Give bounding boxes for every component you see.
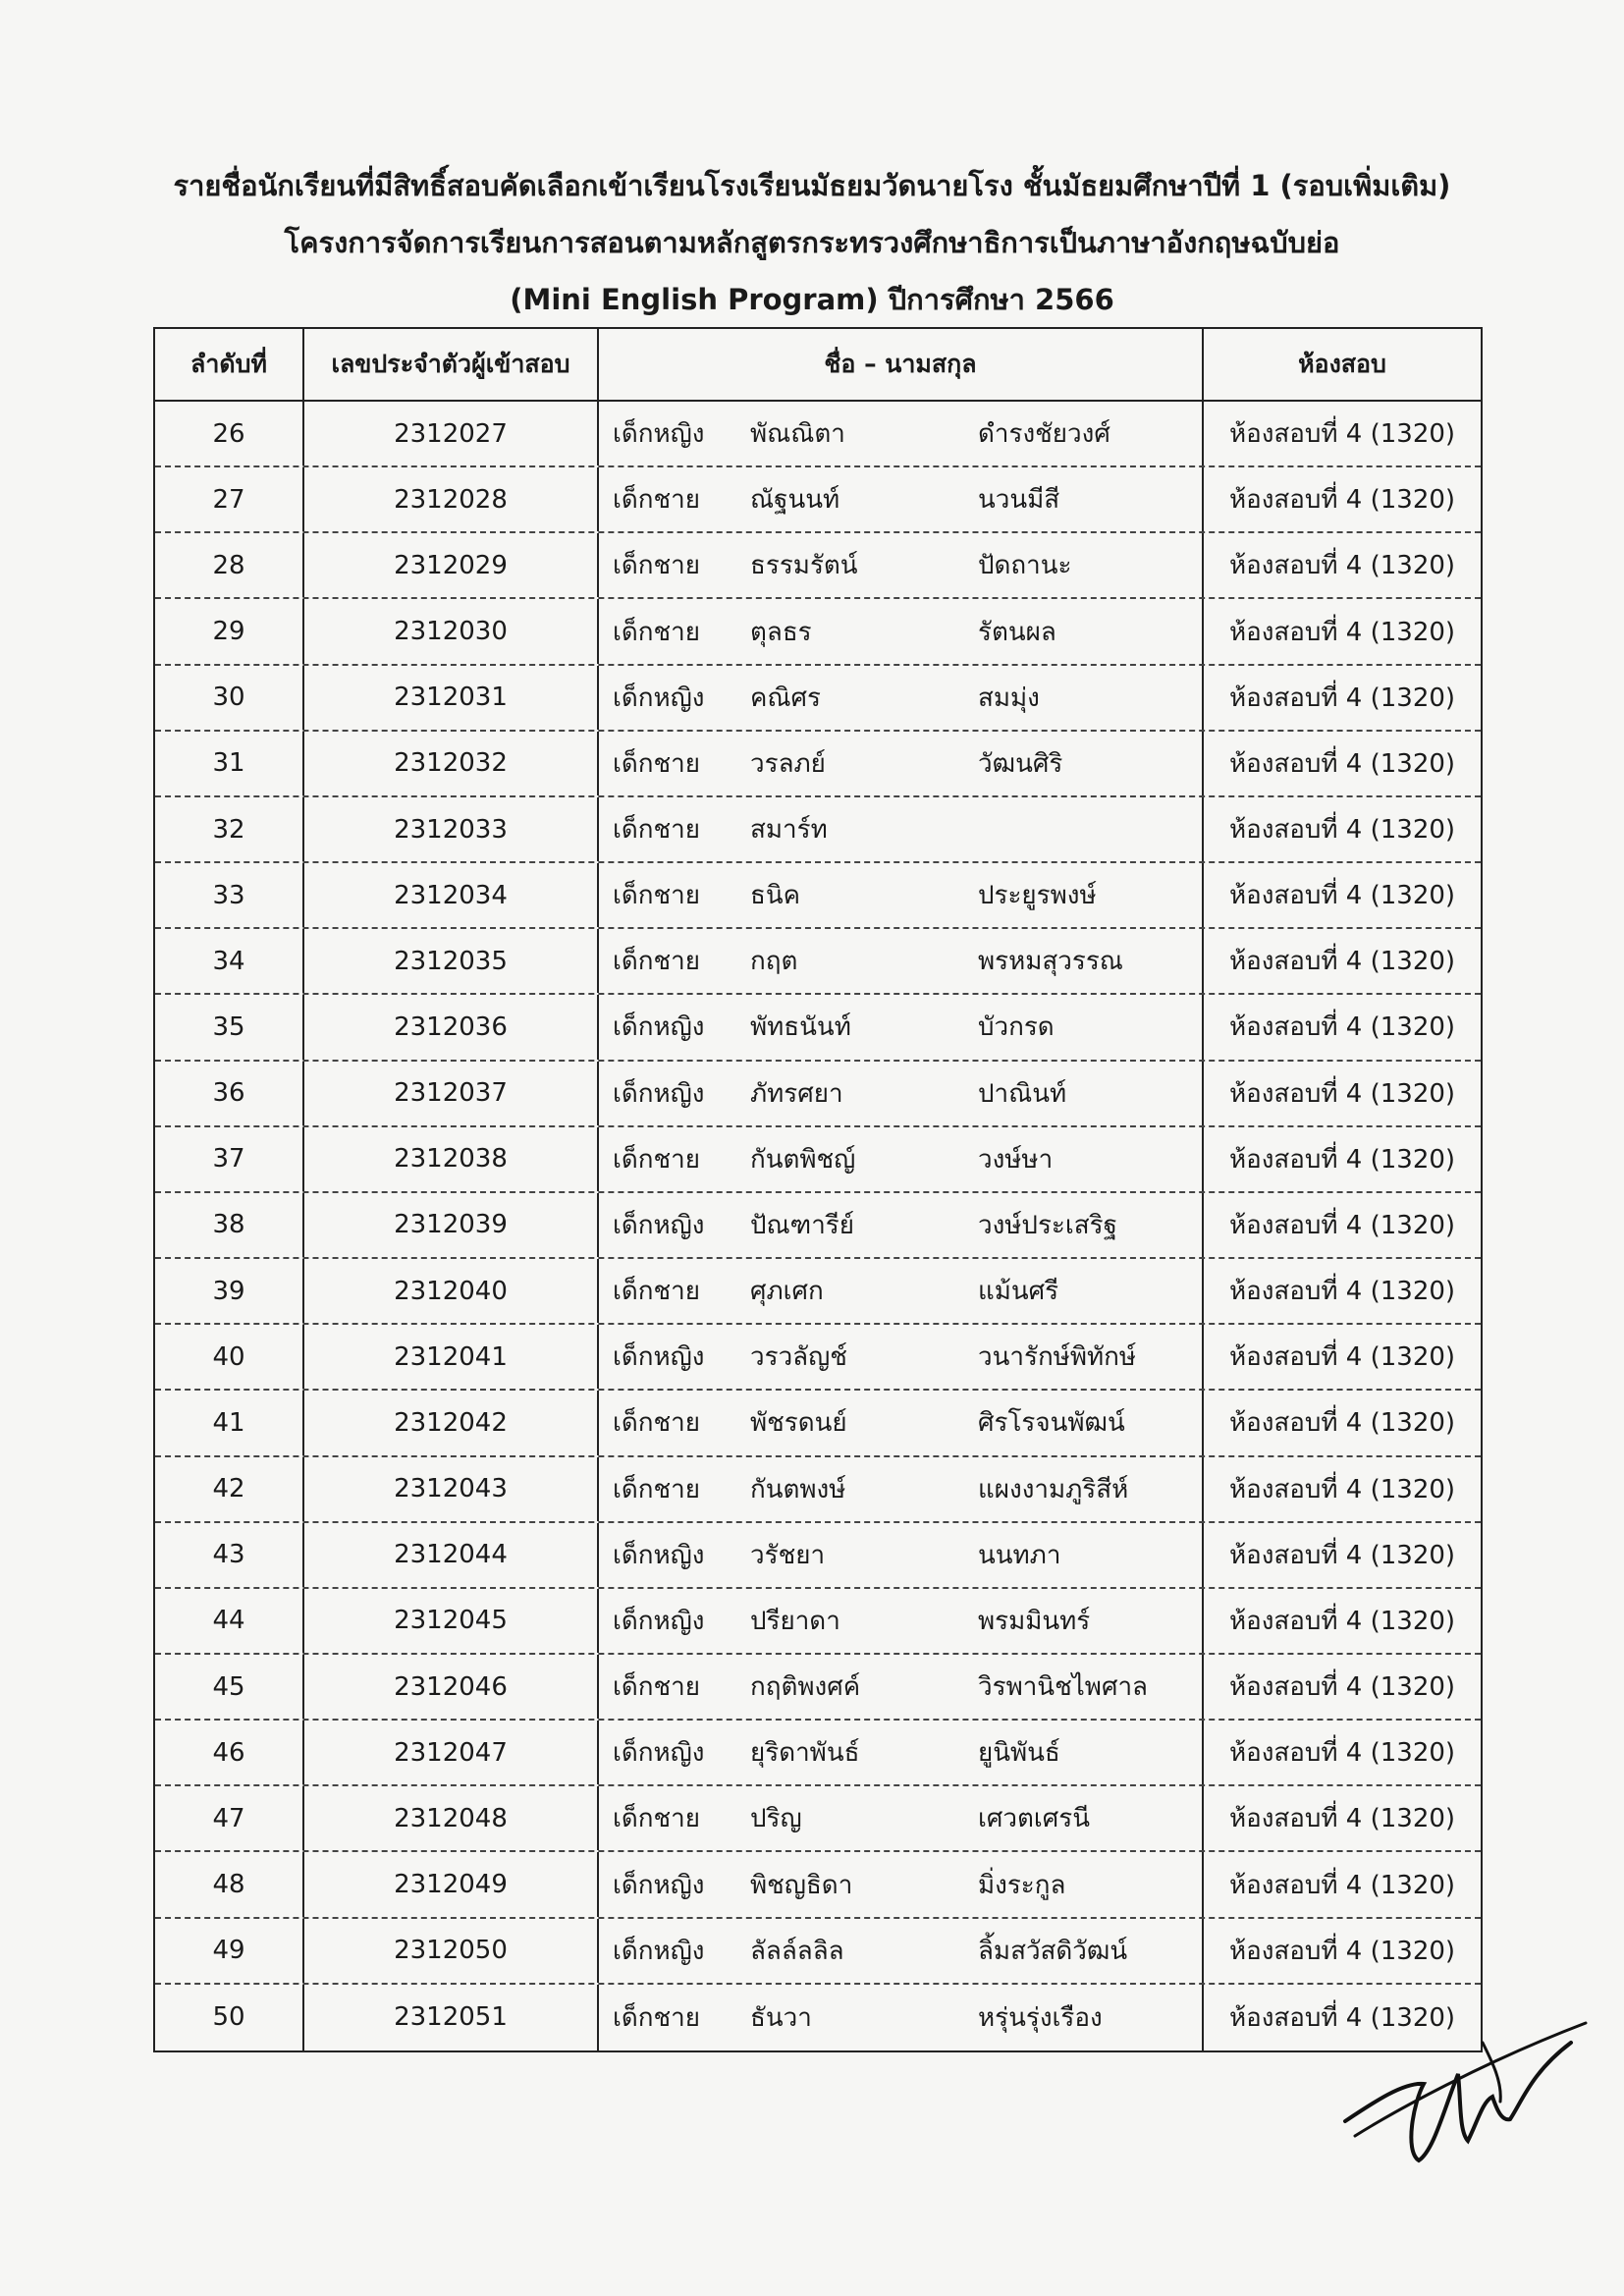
exam-room: ห้องสอบที่ 4 (1320): [1228, 947, 1456, 977]
first-name: สมาร์ท: [750, 815, 828, 846]
exam-id: 2312032: [304, 732, 599, 795]
row-number: 42: [155, 1457, 304, 1521]
first-name: กฤต: [750, 947, 798, 977]
exam-id: 2312049: [304, 1852, 599, 1916]
student-name: [599, 1589, 1204, 1653]
exam-id: 2312037: [304, 1062, 599, 1125]
exam-room: ห้องสอบที่ 4 (1320): [1228, 1012, 1456, 1043]
table-row: [155, 1655, 1481, 1721]
table-row: [155, 467, 1481, 533]
name-title: เด็กชาย: [613, 1277, 700, 1307]
last-name: รัตนผล: [978, 617, 1056, 647]
student-name: [599, 863, 1204, 927]
name-title: เด็กชาย: [613, 1408, 700, 1439]
table-row: [155, 929, 1481, 995]
last-name: พรหมสุวรรณ: [978, 947, 1123, 977]
exam-room: ห้องสอบที่ 4 (1320): [1228, 683, 1456, 713]
row-number: 47: [155, 1786, 304, 1850]
name-title: เด็กชาย: [613, 2002, 700, 2033]
table-row: [155, 797, 1481, 863]
row-number: 45: [155, 1655, 304, 1719]
student-name: [599, 732, 1204, 795]
exam-room: ห้องสอบที่ 4 (1320): [1228, 1606, 1456, 1636]
student-name: [599, 1259, 1204, 1323]
student-name: [599, 1391, 1204, 1454]
exam-id: 2312030: [304, 599, 599, 663]
name-title: เด็กชาย: [613, 881, 700, 911]
first-name: คณิศร: [750, 683, 821, 713]
student-name: [599, 1655, 1204, 1719]
last-name: นวนมีสี: [978, 485, 1060, 516]
first-name: วรลภย์: [750, 748, 826, 779]
exam-id: 2312043: [304, 1457, 599, 1521]
student-name: [599, 1127, 1204, 1191]
exam-id: 2312036: [304, 995, 599, 1059]
exam-id: 2312033: [304, 797, 599, 861]
exam-room: ห้องสอบที่ 4 (1320): [1228, 1210, 1456, 1240]
exam-id: 2312051: [304, 1985, 599, 2050]
first-name: วรวลัญช์: [750, 1342, 847, 1373]
first-name: ปริญ: [750, 1804, 802, 1834]
name-title: เด็กชาย: [613, 617, 700, 647]
exam-id: 2312048: [304, 1786, 599, 1850]
exam-id: 2312034: [304, 863, 599, 927]
row-number: 36: [155, 1062, 304, 1125]
table-row: [155, 1193, 1481, 1259]
row-number: 32: [155, 797, 304, 861]
row-number: 44: [155, 1589, 304, 1653]
exam-id: 2312046: [304, 1655, 599, 1719]
exam-id: 2312040: [304, 1259, 599, 1323]
name-title: เด็กหญิง: [613, 1078, 705, 1109]
exam-id: 2312039: [304, 1193, 599, 1257]
row-number: 46: [155, 1721, 304, 1784]
name-title: เด็กชาย: [613, 1474, 700, 1504]
exam-id: 2312047: [304, 1721, 599, 1784]
row-number: 48: [155, 1852, 304, 1916]
exam-id: 2312029: [304, 533, 599, 597]
first-name: พัณณิตา: [750, 419, 845, 450]
table-row: [155, 1391, 1481, 1456]
first-name: พิชญธิดา: [750, 1870, 853, 1900]
last-name: นนทภา: [978, 1540, 1061, 1570]
row-number: 27: [155, 467, 304, 531]
last-name: บัวกรด: [978, 1012, 1055, 1043]
name-title: เด็กชาย: [613, 551, 700, 581]
last-name: ปัดถานะ: [978, 551, 1072, 581]
table-row: [155, 533, 1481, 599]
row-number: 37: [155, 1127, 304, 1191]
last-name: แม้นศรี: [978, 1277, 1059, 1307]
exam-id: 2312045: [304, 1589, 599, 1653]
last-name: มิ่งระกูล: [978, 1870, 1066, 1900]
name-title: เด็กชาย: [613, 1144, 700, 1175]
row-number: 50: [155, 1985, 304, 2050]
exam-room: ห้องสอบที่ 4 (1320): [1228, 1672, 1456, 1703]
table-row: [155, 1985, 1481, 2050]
first-name: พัทธนันท์: [750, 1012, 851, 1043]
table-row: [155, 1721, 1481, 1786]
table-header: [155, 329, 1481, 402]
column-header-room: ห้องสอบ: [1298, 350, 1386, 378]
exam-id: 2312028: [304, 467, 599, 531]
exam-room: ห้องสอบที่ 4 (1320): [1228, 1078, 1456, 1109]
exam-room: ห้องสอบที่ 4 (1320): [1228, 551, 1456, 581]
student-name: [599, 533, 1204, 597]
last-name: วนารักษ์พิทักษ์: [978, 1342, 1136, 1373]
first-name: ธนิค: [750, 881, 801, 911]
first-name: ณัฐนนท์: [750, 485, 840, 516]
name-title: เด็กชาย: [613, 815, 700, 846]
student-name: [599, 666, 1204, 730]
exam-room: ห้องสอบที่ 4 (1320): [1228, 1936, 1456, 1966]
table-row: [155, 1852, 1481, 1918]
first-name: ตุลธร: [750, 617, 812, 647]
last-name: สมมุ่ง: [978, 683, 1040, 713]
table-row: [155, 732, 1481, 797]
exam-room: ห้องสอบที่ 4 (1320): [1228, 1540, 1456, 1570]
name-title: เด็กหญิง: [613, 1606, 705, 1636]
name-title: เด็กหญิง: [613, 1342, 705, 1373]
exam-room: ห้องสอบที่ 4 (1320): [1228, 419, 1456, 450]
name-title: เด็กชาย: [613, 947, 700, 977]
student-name: [599, 1325, 1204, 1389]
row-number: 49: [155, 1919, 304, 1983]
student-name: [599, 402, 1204, 465]
last-name: วงษ์ษา: [978, 1144, 1054, 1175]
student-name: [599, 995, 1204, 1059]
exam-id: 2312044: [304, 1523, 599, 1587]
table-row: [155, 1786, 1481, 1852]
first-name: ยุริดาพันธ์: [750, 1738, 860, 1769]
last-name: วงษ์ประเสริฐ: [978, 1210, 1117, 1240]
row-number: 41: [155, 1391, 304, 1454]
table-row: [155, 995, 1481, 1061]
first-name: กฤติพงศค์: [750, 1672, 861, 1703]
name-title: เด็กชาย: [613, 1804, 700, 1834]
exam-room: ห้องสอบที่ 4 (1320): [1228, 2002, 1456, 2033]
exam-room: ห้องสอบที่ 4 (1320): [1228, 485, 1456, 516]
row-number: 26: [155, 402, 304, 465]
first-name: กันตพิชญ์: [750, 1144, 856, 1175]
row-number: 33: [155, 863, 304, 927]
last-name: วิรพานิชไพศาล: [978, 1672, 1148, 1703]
exam-room: ห้องสอบที่ 4 (1320): [1228, 748, 1456, 779]
row-number: 30: [155, 666, 304, 730]
candidate-table: [153, 327, 1483, 2052]
name-title: เด็กหญิง: [613, 1540, 705, 1570]
table-row: [155, 666, 1481, 732]
table-row: [155, 1127, 1481, 1193]
first-name: วรัชยา: [750, 1540, 826, 1570]
student-name: [599, 1919, 1204, 1983]
row-number: 38: [155, 1193, 304, 1257]
document-header: [0, 157, 1624, 328]
exam-id: 2312035: [304, 929, 599, 993]
last-name: เศวตเศรนี: [978, 1804, 1091, 1834]
name-title: เด็กชาย: [613, 1672, 700, 1703]
exam-room: ห้องสอบที่ 4 (1320): [1228, 1342, 1456, 1373]
student-name: [599, 599, 1204, 663]
student-name: [599, 1721, 1204, 1784]
exam-room: ห้องสอบที่ 4 (1320): [1228, 815, 1456, 846]
row-number: 28: [155, 533, 304, 597]
row-number: 34: [155, 929, 304, 993]
first-name: ลัลล์ลลิล: [750, 1936, 844, 1966]
table-row: [155, 1919, 1481, 1985]
column-header-name: ชื่อ – นามสกุล: [599, 329, 1204, 400]
last-name: ลิ้มสวัสดิวัฒน์: [978, 1936, 1128, 1966]
student-name: [599, 1786, 1204, 1850]
table-row: [155, 1062, 1481, 1127]
name-title: เด็กหญิง: [613, 1738, 705, 1769]
last-name: ประยูรพงษ์: [978, 881, 1097, 911]
table-row: [155, 1259, 1481, 1325]
last-name: ดำรงชัยวงศ์: [978, 419, 1110, 450]
student-name: [599, 1457, 1204, 1521]
exam-room: ห้องสอบที่ 4 (1320): [1228, 1804, 1456, 1834]
name-title: เด็กหญิง: [613, 419, 705, 450]
first-name: ธันวา: [750, 2002, 812, 2033]
first-name: ศุภเศก: [750, 1277, 824, 1307]
first-name: ธรรมรัตน์: [750, 551, 858, 581]
exam-room: ห้องสอบที่ 4 (1320): [1228, 881, 1456, 911]
exam-id: 2312050: [304, 1919, 599, 1983]
table-row: [155, 1325, 1481, 1391]
exam-room: ห้องสอบที่ 4 (1320): [1228, 1408, 1456, 1439]
table-row: [155, 1457, 1481, 1523]
first-name: พัชรดนย์: [750, 1408, 847, 1439]
student-name: [599, 797, 1204, 861]
name-title: เด็กหญิง: [613, 683, 705, 713]
first-name: กันตพงษ์: [750, 1474, 846, 1504]
student-name: [599, 1193, 1204, 1257]
column-header-no: ลำดับที่: [155, 329, 304, 400]
student-name: [599, 1523, 1204, 1587]
exam-room: ห้องสอบที่ 4 (1320): [1228, 1870, 1456, 1900]
name-title: เด็กชาย: [613, 485, 700, 516]
exam-id: 2312041: [304, 1325, 599, 1389]
table-row: [155, 402, 1481, 467]
student-name: [599, 929, 1204, 993]
table-row: [155, 863, 1481, 929]
table-body: [155, 402, 1481, 2050]
last-name: พรมมินทร์: [978, 1606, 1091, 1636]
student-name: [599, 1852, 1204, 1916]
first-name: ปัณฑารีย์: [750, 1210, 855, 1240]
exam-id: 2312031: [304, 666, 599, 730]
name-title: เด็กหญิง: [613, 1210, 705, 1240]
exam-id: 2312042: [304, 1391, 599, 1454]
row-number: 43: [155, 1523, 304, 1587]
first-name: ภัทรศยา: [750, 1078, 843, 1109]
last-name: วัฒนศิริ: [978, 748, 1063, 779]
first-name: ปรียาดา: [750, 1606, 840, 1636]
exam-room: ห้องสอบที่ 4 (1320): [1228, 1144, 1456, 1175]
header-program-line: โครงการจัดการเรียนการสอนตามหลักสูตรกระทรวงศึกษาธิการเป็นภาษาอังกฤษฉบับย่อ: [284, 226, 1340, 259]
row-number: 31: [155, 732, 304, 795]
header-title-line: รายชื่อนักเรียนที่มีสิทธิ์สอบคัดเลือกเข้าเรียนโรงเรียนมัธยมวัดนายโรง ชั้นมัธยมศึกษาปีที่ 1 (รอบเพิ่มเติม): [173, 169, 1451, 202]
name-title: เด็กหญิง: [613, 1870, 705, 1900]
exam-room: ห้องสอบที่ 4 (1320): [1228, 617, 1456, 647]
exam-room: ห้องสอบที่ 4 (1320): [1228, 1738, 1456, 1769]
row-number: 40: [155, 1325, 304, 1389]
table-row: [155, 599, 1481, 665]
table-row: [155, 1589, 1481, 1655]
last-name: ศิรโรจนพัฒน์: [978, 1408, 1125, 1439]
table-row: [155, 1523, 1481, 1589]
row-number: 29: [155, 599, 304, 663]
row-number: 35: [155, 995, 304, 1059]
student-name: [599, 1062, 1204, 1125]
column-header-exam-id: เลขประจำตัวผู้เข้าสอบ: [304, 329, 599, 400]
student-name: [599, 1985, 1204, 2050]
name-title: เด็กหญิง: [613, 1936, 705, 1966]
header-year-line: (Mini English Program) ปีการศึกษา 2566: [510, 283, 1114, 316]
last-name: ยูนิพันธ์: [978, 1738, 1060, 1769]
exam-room: ห้องสอบที่ 4 (1320): [1228, 1474, 1456, 1504]
last-name: หรุ่นรุ่งเรือง: [978, 2002, 1103, 2033]
exam-room: ห้องสอบที่ 4 (1320): [1228, 1277, 1456, 1307]
name-title: เด็กชาย: [613, 748, 700, 779]
exam-id: 2312038: [304, 1127, 599, 1191]
name-title: เด็กหญิง: [613, 1012, 705, 1043]
last-name: แผงงามภูริสีห์: [978, 1474, 1129, 1504]
last-name: ปาณินท์: [978, 1078, 1067, 1109]
exam-id: 2312027: [304, 402, 599, 465]
row-number: 39: [155, 1259, 304, 1323]
student-name: [599, 467, 1204, 531]
signature-image: [1335, 2003, 1591, 2200]
